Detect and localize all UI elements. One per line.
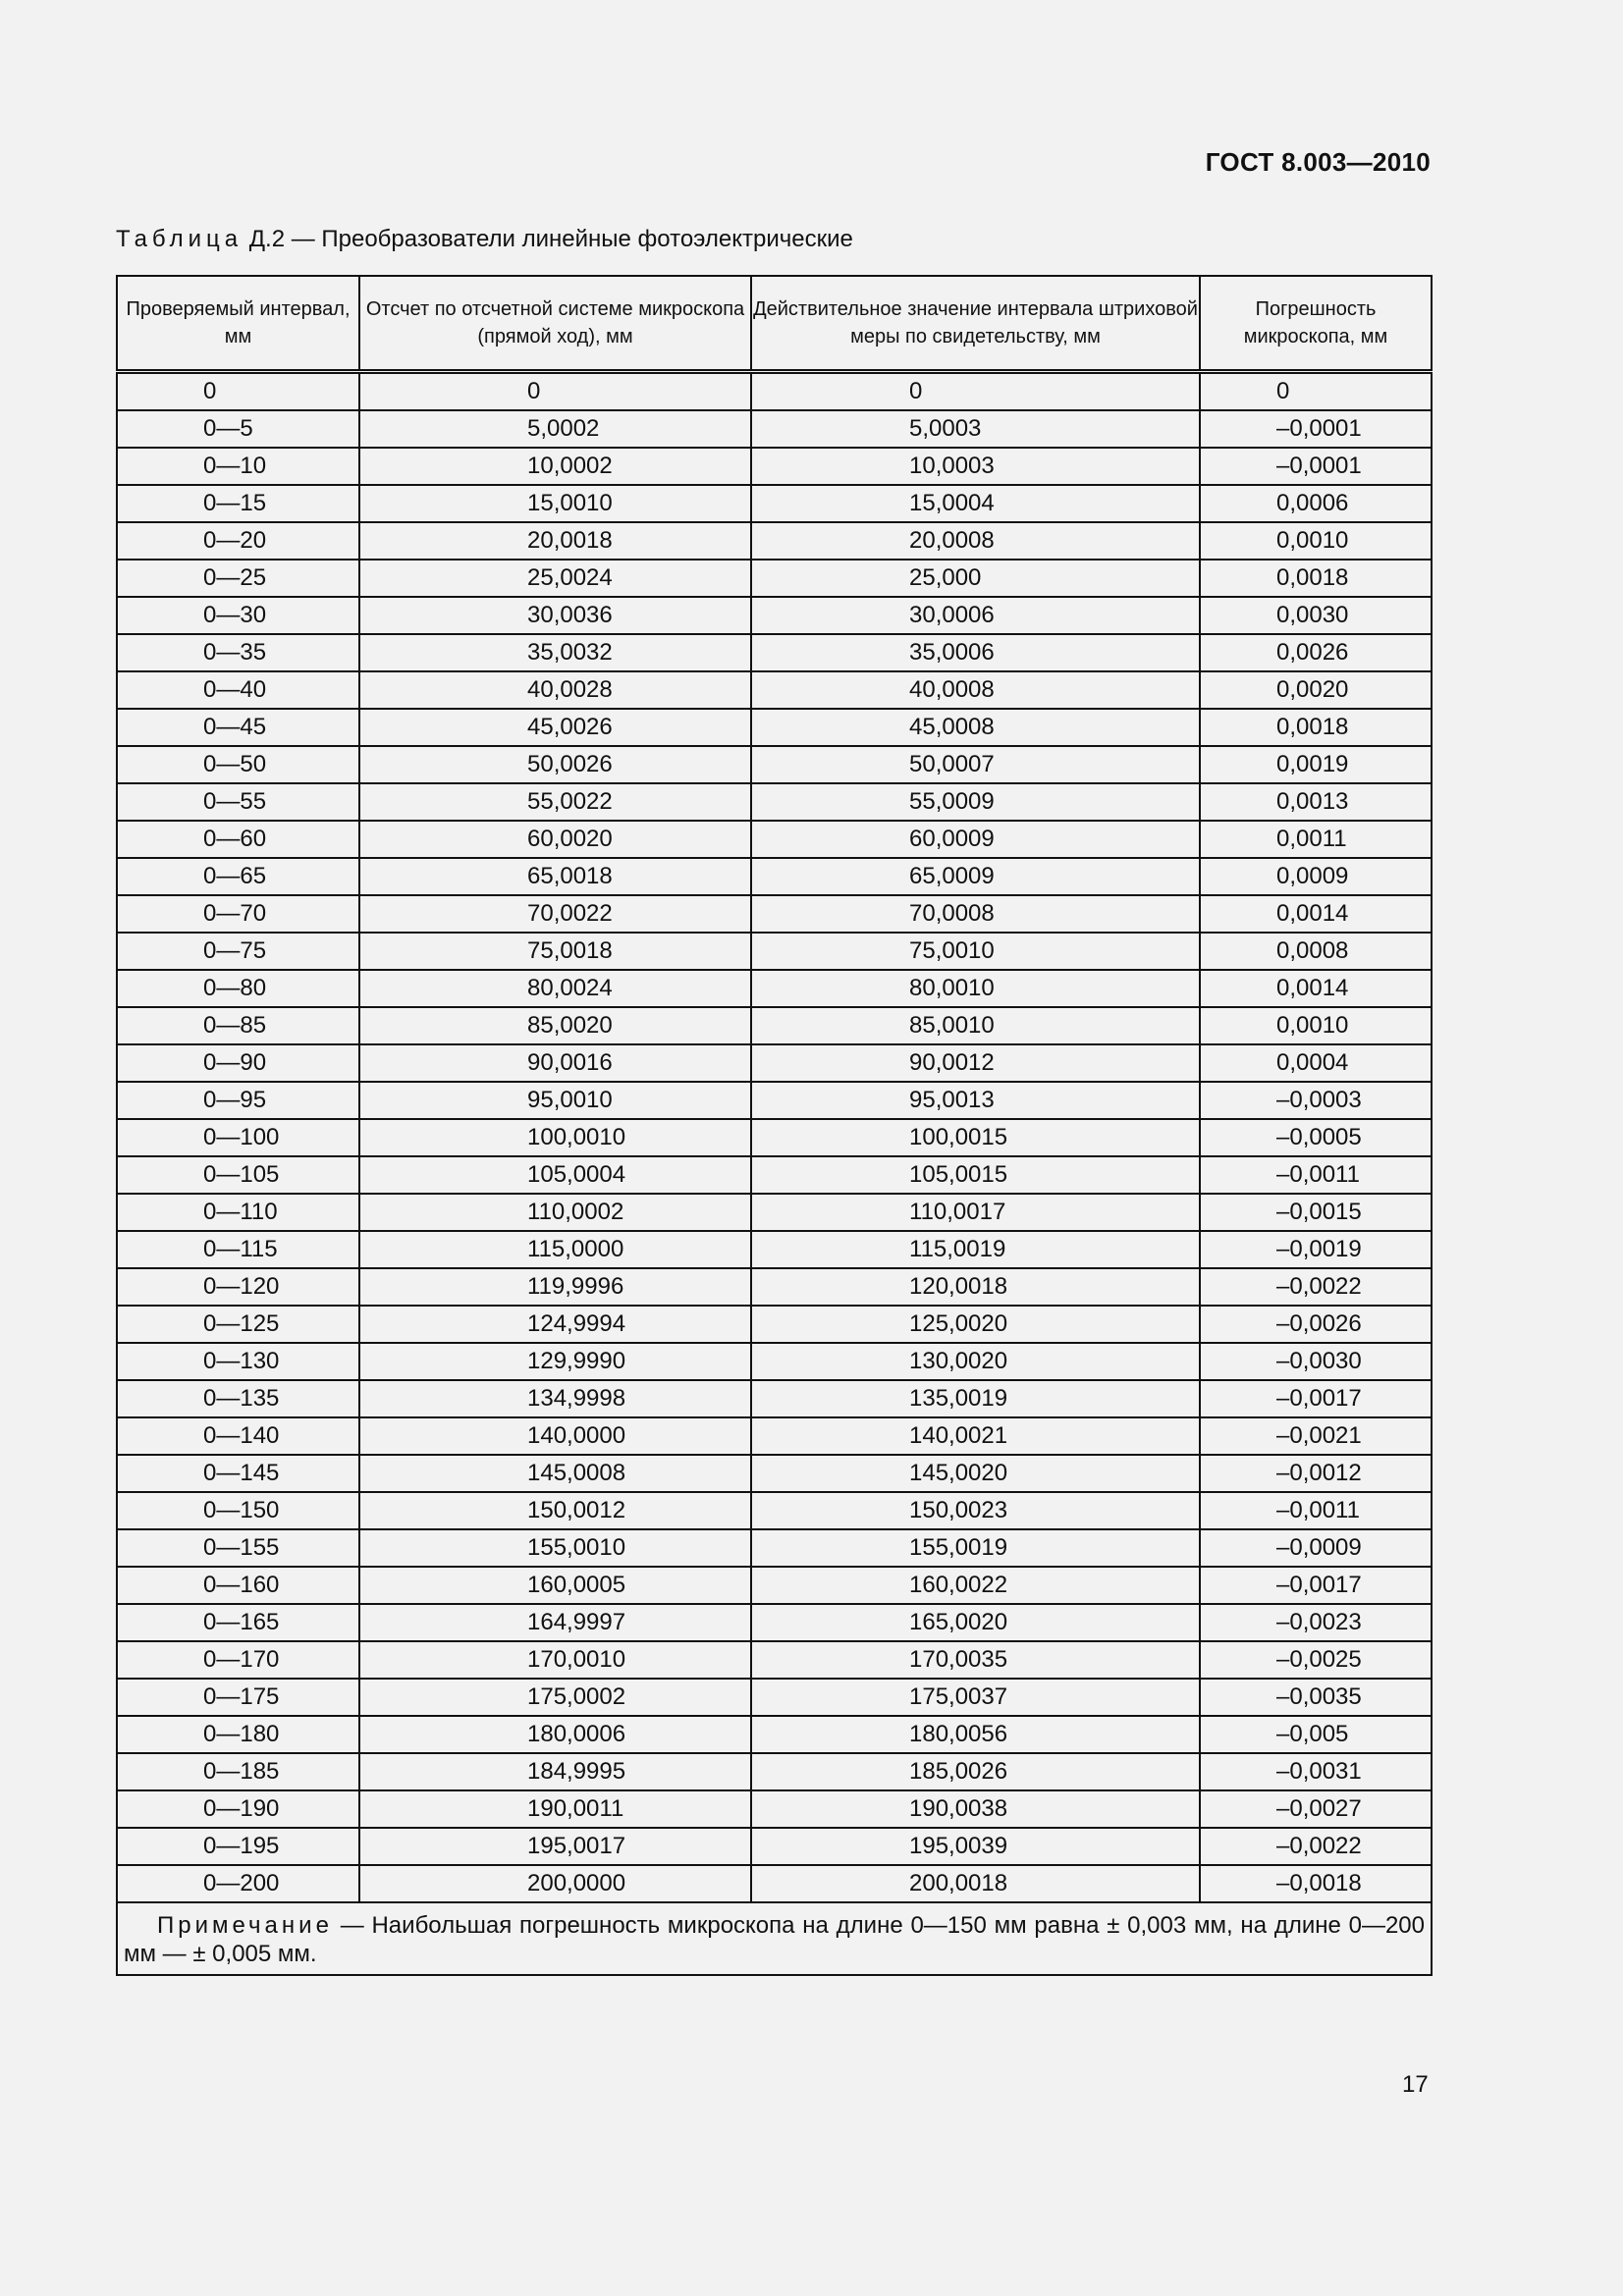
cell-reading: 115,0000	[359, 1231, 751, 1268]
cell-interval: 0—100	[117, 1119, 359, 1156]
table-row	[117, 1828, 1432, 1865]
cell-error: –0,0003	[1200, 1082, 1432, 1119]
cell-reading: 40,0028	[359, 671, 751, 709]
cell-error: 0,0019	[1200, 746, 1432, 783]
cell-actual-value: 35,0006	[751, 634, 1200, 671]
cell-error: 0,0014	[1200, 895, 1432, 933]
cell-actual-value: 60,0009	[751, 821, 1200, 858]
cell-actual-value: 80,0010	[751, 970, 1200, 1007]
cell-interval: 0—185	[117, 1753, 359, 1790]
cell-reading: 175,0002	[359, 1679, 751, 1716]
table-row	[117, 671, 1432, 709]
cell-reading: 15,0010	[359, 485, 751, 522]
table-row	[117, 1753, 1432, 1790]
table-row	[117, 970, 1432, 1007]
cell-error: –0,005	[1200, 1716, 1432, 1753]
cell-interval: 0	[117, 372, 359, 411]
cell-actual-value: 170,0035	[751, 1641, 1200, 1679]
cell-interval: 0—195	[117, 1828, 359, 1865]
cell-error: 0,0009	[1200, 858, 1432, 895]
cell-interval: 0—25	[117, 560, 359, 597]
cell-actual-value: 145,0020	[751, 1455, 1200, 1492]
cell-actual-value: 130,0020	[751, 1343, 1200, 1380]
cell-error: –0,0001	[1200, 410, 1432, 448]
cell-interval: 0—30	[117, 597, 359, 634]
cell-interval: 0—110	[117, 1194, 359, 1231]
cell-interval: 0—50	[117, 746, 359, 783]
cell-reading: 124,9994	[359, 1306, 751, 1343]
cell-reading: 5,0002	[359, 410, 751, 448]
cell-actual-value: 5,0003	[751, 410, 1200, 448]
cell-reading: 129,9990	[359, 1343, 751, 1380]
cell-error: 0,0010	[1200, 1007, 1432, 1044]
cell-reading: 160,0005	[359, 1567, 751, 1604]
cell-error: 0,0013	[1200, 783, 1432, 821]
cell-interval: 0—180	[117, 1716, 359, 1753]
cell-actual-value: 65,0009	[751, 858, 1200, 895]
cell-actual-value: 180,0056	[751, 1716, 1200, 1753]
cell-actual-value: 195,0039	[751, 1828, 1200, 1865]
table-row	[117, 1380, 1432, 1417]
cell-reading: 195,0017	[359, 1828, 751, 1865]
table-row	[117, 448, 1432, 485]
cell-reading: 50,0026	[359, 746, 751, 783]
cell-error: –0,0005	[1200, 1119, 1432, 1156]
cell-interval: 0—155	[117, 1529, 359, 1567]
page-number: 17	[1402, 2071, 1429, 2098]
cell-error: –0,0009	[1200, 1529, 1432, 1567]
cell-error: –0,0026	[1200, 1306, 1432, 1343]
cell-error: 0	[1200, 372, 1432, 411]
table-row	[117, 560, 1432, 597]
cell-reading: 119,9996	[359, 1268, 751, 1306]
data-table	[116, 275, 1433, 1976]
cell-error: –0,0022	[1200, 1828, 1432, 1865]
cell-reading: 184,9995	[359, 1753, 751, 1790]
table-row	[117, 485, 1432, 522]
cell-error: 0,0018	[1200, 709, 1432, 746]
cell-actual-value: 20,0008	[751, 522, 1200, 560]
table-row	[117, 372, 1432, 411]
cell-interval: 0—120	[117, 1268, 359, 1306]
cell-reading: 65,0018	[359, 858, 751, 895]
table-row	[117, 746, 1432, 783]
cell-actual-value: 55,0009	[751, 783, 1200, 821]
cell-actual-value: 95,0013	[751, 1082, 1200, 1119]
cell-interval: 0—130	[117, 1343, 359, 1380]
cell-error: –0,0012	[1200, 1455, 1432, 1492]
cell-interval: 0—135	[117, 1380, 359, 1417]
cell-reading: 200,0000	[359, 1865, 751, 1902]
cell-reading: 110,0002	[359, 1194, 751, 1231]
cell-actual-value: 10,0003	[751, 448, 1200, 485]
cell-interval: 0—10	[117, 448, 359, 485]
table-row	[117, 783, 1432, 821]
cell-reading: 95,0010	[359, 1082, 751, 1119]
table-row	[117, 858, 1432, 895]
cell-actual-value: 185,0026	[751, 1753, 1200, 1790]
table-row	[117, 933, 1432, 970]
cell-error: –0,0001	[1200, 448, 1432, 485]
table-row	[117, 1119, 1432, 1156]
cell-actual-value: 150,0023	[751, 1492, 1200, 1529]
table-caption	[116, 226, 853, 253]
column-header-actual-value: Действительное значение интервала штриховой меры по свидетельству, мм	[751, 276, 1200, 372]
cell-reading: 30,0036	[359, 597, 751, 634]
cell-reading: 55,0022	[359, 783, 751, 821]
cell-reading: 35,0032	[359, 634, 751, 671]
cell-actual-value: 165,0020	[751, 1604, 1200, 1641]
cell-error: –0,0017	[1200, 1567, 1432, 1604]
cell-interval: 0—5	[117, 410, 359, 448]
cell-actual-value: 25,000	[751, 560, 1200, 597]
table-row	[117, 1641, 1432, 1679]
note-label: Примечание	[157, 1912, 333, 1939]
cell-interval: 0—145	[117, 1455, 359, 1492]
cell-error: –0,0025	[1200, 1641, 1432, 1679]
cell-reading: 70,0022	[359, 895, 751, 933]
table-row	[117, 1529, 1432, 1567]
cell-actual-value: 155,0019	[751, 1529, 1200, 1567]
cell-interval: 0—150	[117, 1492, 359, 1529]
table-row	[117, 1679, 1432, 1716]
table-header-row	[117, 276, 1432, 372]
cell-interval: 0—170	[117, 1641, 359, 1679]
table-row	[117, 1082, 1432, 1119]
cell-interval: 0—60	[117, 821, 359, 858]
cell-actual-value: 50,0007	[751, 746, 1200, 783]
cell-reading: 134,9998	[359, 1380, 751, 1417]
cell-error: 0,0014	[1200, 970, 1432, 1007]
cell-actual-value: 75,0010	[751, 933, 1200, 970]
cell-actual-value: 105,0015	[751, 1156, 1200, 1194]
cell-error: 0,0006	[1200, 485, 1432, 522]
cell-interval: 0—85	[117, 1007, 359, 1044]
table-row	[117, 1455, 1432, 1492]
cell-error: 0,0018	[1200, 560, 1432, 597]
cell-interval: 0—35	[117, 634, 359, 671]
cell-interval: 0—165	[117, 1604, 359, 1641]
cell-actual-value: 30,0006	[751, 597, 1200, 634]
cell-interval: 0—20	[117, 522, 359, 560]
table-body	[117, 372, 1432, 1903]
cell-reading: 150,0012	[359, 1492, 751, 1529]
cell-reading: 75,0018	[359, 933, 751, 970]
cell-actual-value: 135,0019	[751, 1380, 1200, 1417]
cell-interval: 0—190	[117, 1790, 359, 1828]
table-row	[117, 1343, 1432, 1380]
cell-reading: 170,0010	[359, 1641, 751, 1679]
cell-reading: 0	[359, 372, 751, 411]
table-row	[117, 1567, 1432, 1604]
cell-interval: 0—45	[117, 709, 359, 746]
table-note	[117, 1902, 1432, 1975]
cell-actual-value: 70,0008	[751, 895, 1200, 933]
table-row	[117, 1044, 1432, 1082]
cell-reading: 60,0020	[359, 821, 751, 858]
cell-interval: 0—125	[117, 1306, 359, 1343]
table-caption-text: Д.2 — Преобразователи линейные фотоэлектрические	[248, 226, 853, 252]
cell-interval: 0—70	[117, 895, 359, 933]
cell-actual-value: 125,0020	[751, 1306, 1200, 1343]
table-row	[117, 597, 1432, 634]
cell-actual-value: 40,0008	[751, 671, 1200, 709]
table-row	[117, 1790, 1432, 1828]
cell-error: –0,0023	[1200, 1604, 1432, 1641]
cell-error: 0,0026	[1200, 634, 1432, 671]
cell-reading: 164,9997	[359, 1604, 751, 1641]
column-header-error: Погрешность микроскопа, мм	[1200, 276, 1432, 372]
cell-error: 0,0010	[1200, 522, 1432, 560]
cell-actual-value: 190,0038	[751, 1790, 1200, 1828]
cell-actual-value: 175,0037	[751, 1679, 1200, 1716]
cell-error: –0,0015	[1200, 1194, 1432, 1231]
cell-actual-value: 90,0012	[751, 1044, 1200, 1082]
cell-error: –0,0021	[1200, 1417, 1432, 1455]
cell-error: –0,0019	[1200, 1231, 1432, 1268]
cell-interval: 0—95	[117, 1082, 359, 1119]
cell-actual-value: 85,0010	[751, 1007, 1200, 1044]
cell-actual-value: 100,0015	[751, 1119, 1200, 1156]
cell-actual-value: 160,0022	[751, 1567, 1200, 1604]
cell-reading: 140,0000	[359, 1417, 751, 1455]
cell-actual-value: 115,0019	[751, 1231, 1200, 1268]
cell-actual-value: 110,0017	[751, 1194, 1200, 1231]
cell-error: –0,0027	[1200, 1790, 1432, 1828]
cell-actual-value: 15,0004	[751, 485, 1200, 522]
cell-reading: 45,0026	[359, 709, 751, 746]
table-row	[117, 1604, 1432, 1641]
cell-reading: 25,0024	[359, 560, 751, 597]
cell-error: –0,0011	[1200, 1156, 1432, 1194]
table-row	[117, 522, 1432, 560]
cell-error: –0,0031	[1200, 1753, 1432, 1790]
cell-interval: 0—200	[117, 1865, 359, 1902]
cell-actual-value: 120,0018	[751, 1268, 1200, 1306]
cell-interval: 0—175	[117, 1679, 359, 1716]
cell-interval: 0—115	[117, 1231, 359, 1268]
cell-interval: 0—140	[117, 1417, 359, 1455]
cell-reading: 190,0011	[359, 1790, 751, 1828]
table-row	[117, 410, 1432, 448]
table-row	[117, 1492, 1432, 1529]
cell-error: –0,0011	[1200, 1492, 1432, 1529]
cell-reading: 10,0002	[359, 448, 751, 485]
cell-actual-value: 0	[751, 372, 1200, 411]
cell-reading: 155,0010	[359, 1529, 751, 1567]
cell-actual-value: 200,0018	[751, 1865, 1200, 1902]
cell-interval: 0—105	[117, 1156, 359, 1194]
column-header-interval: Проверяемый интервал, мм	[117, 276, 359, 372]
table-row	[117, 709, 1432, 746]
cell-error: –0,0030	[1200, 1343, 1432, 1380]
cell-reading: 145,0008	[359, 1455, 751, 1492]
note-row	[117, 1902, 1432, 1975]
table-row	[117, 1231, 1432, 1268]
table-row	[117, 1194, 1432, 1231]
cell-interval: 0—75	[117, 933, 359, 970]
table-row	[117, 1865, 1432, 1902]
table-row	[117, 634, 1432, 671]
table-row	[117, 1716, 1432, 1753]
table-row	[117, 821, 1432, 858]
cell-error: –0,0035	[1200, 1679, 1432, 1716]
table-row	[117, 1268, 1432, 1306]
note-text: — Наибольшая погрешность микроскопа на длине 0—150 мм равна ± 0,003 мм, на длине 0—200 мм — ± 0,005 мм.	[124, 1912, 1425, 1967]
cell-error: 0,0011	[1200, 821, 1432, 858]
cell-error: 0,0004	[1200, 1044, 1432, 1082]
table-row	[117, 1007, 1432, 1044]
cell-error: 0,0020	[1200, 671, 1432, 709]
cell-error: –0,0018	[1200, 1865, 1432, 1902]
cell-reading: 180,0006	[359, 1716, 751, 1753]
document-code: ГОСТ 8.003—2010	[1205, 147, 1431, 177]
table-row	[117, 1156, 1432, 1194]
cell-interval: 0—40	[117, 671, 359, 709]
cell-reading: 105,0004	[359, 1156, 751, 1194]
cell-reading: 85,0020	[359, 1007, 751, 1044]
cell-error: 0,0008	[1200, 933, 1432, 970]
cell-interval: 0—65	[117, 858, 359, 895]
cell-interval: 0—160	[117, 1567, 359, 1604]
table-caption-label: Таблица	[116, 226, 243, 252]
cell-actual-value: 140,0021	[751, 1417, 1200, 1455]
cell-interval: 0—90	[117, 1044, 359, 1082]
cell-error: –0,0022	[1200, 1268, 1432, 1306]
cell-actual-value: 45,0008	[751, 709, 1200, 746]
cell-reading: 80,0024	[359, 970, 751, 1007]
cell-error: 0,0030	[1200, 597, 1432, 634]
table-row	[117, 1417, 1432, 1455]
table-row	[117, 1306, 1432, 1343]
cell-reading: 20,0018	[359, 522, 751, 560]
cell-interval: 0—15	[117, 485, 359, 522]
cell-interval: 0—80	[117, 970, 359, 1007]
cell-interval: 0—55	[117, 783, 359, 821]
column-header-reading: Отсчет по отсчетной системе микроскопа (прямой ход), мм	[359, 276, 751, 372]
cell-reading: 100,0010	[359, 1119, 751, 1156]
cell-error: –0,0017	[1200, 1380, 1432, 1417]
cell-reading: 90,0016	[359, 1044, 751, 1082]
table-row	[117, 895, 1432, 933]
